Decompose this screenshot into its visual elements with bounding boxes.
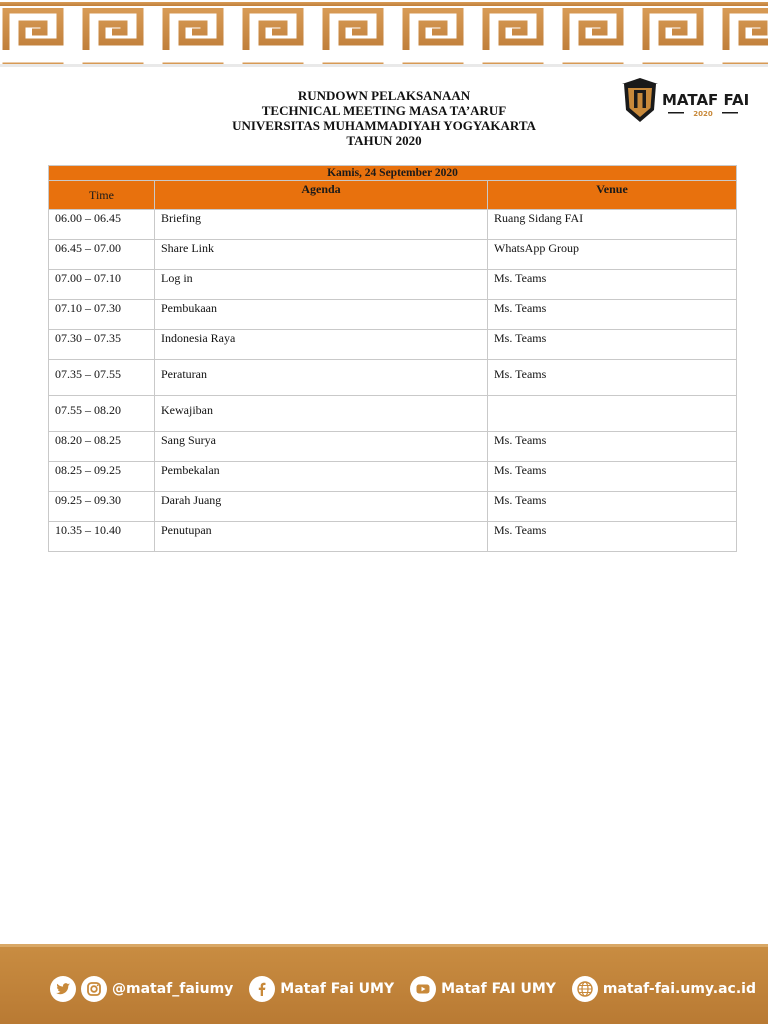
youtube-channel[interactable]: Mataf FAI UMY <box>441 981 556 997</box>
venue-cell: Ms. Teams <box>488 270 737 300</box>
time-cell: 08.25 – 09.25 <box>49 462 155 492</box>
agenda-cell: Share Link <box>155 240 488 270</box>
table-row <box>49 522 737 552</box>
rundown-table <box>48 165 737 552</box>
time-cell: 08.20 – 08.25 <box>49 432 155 462</box>
venue-cell: Ms. Teams <box>488 330 737 360</box>
venue-cell: Ms. Teams <box>488 432 737 462</box>
agenda-cell: Pembukaan <box>155 300 488 330</box>
time-cell: 07.00 – 07.10 <box>49 270 155 300</box>
table-row <box>49 210 737 240</box>
agenda-cell: Darah Juang <box>155 492 488 522</box>
column-header-row <box>49 181 737 210</box>
date-header-row <box>49 166 737 181</box>
title-line-2: TECHNICAL MEETING MASA TA’ARUF <box>261 103 507 118</box>
top-greek-key-border <box>0 0 768 70</box>
logo-year: 2020 <box>693 110 713 118</box>
agenda-cell: Penutupan <box>155 522 488 552</box>
agenda-cell: Briefing <box>155 210 488 240</box>
venue-cell: WhatsApp Group <box>488 240 737 270</box>
column-header-venue: Venue <box>488 181 737 210</box>
table-row <box>49 432 737 462</box>
time-cell: 07.35 – 07.55 <box>49 360 155 396</box>
table-row <box>49 240 737 270</box>
time-cell: 06.45 – 07.00 <box>49 240 155 270</box>
venue-cell: Ms. Teams <box>488 462 737 492</box>
time-cell: 07.30 – 07.35 <box>49 330 155 360</box>
time-cell: 10.35 – 10.40 <box>49 522 155 552</box>
agenda-cell: Indonesia Raya <box>155 330 488 360</box>
logo-wordmark: MATAF FAI <box>662 91 750 109</box>
table-row <box>49 270 737 300</box>
table-row <box>49 360 737 396</box>
facebook-page[interactable]: Mataf Fai UMY <box>280 981 395 997</box>
globe-icon[interactable] <box>572 976 598 1002</box>
table-row <box>49 396 737 432</box>
title-line-1: RUNDOWN PELAKSANAAN <box>297 88 471 103</box>
time-cell: 06.00 – 06.45 <box>49 210 155 240</box>
table-row <box>49 300 737 330</box>
venue-cell: Ms. Teams <box>488 492 737 522</box>
column-header-agenda: Agenda <box>155 181 488 210</box>
mataf-fai-logo <box>620 76 750 128</box>
agenda-cell: Sang Surya <box>155 432 488 462</box>
twitter-icon[interactable] <box>50 976 76 1002</box>
agenda-cell: Kewajiban <box>155 396 488 432</box>
table-row <box>49 462 737 492</box>
title-line-4: TAHUN 2020 <box>346 133 422 148</box>
schedule-date: Kamis, 24 September 2020 <box>49 166 737 181</box>
youtube-icon[interactable] <box>410 976 436 1002</box>
venue-cell: Ms. Teams <box>488 522 737 552</box>
venue-cell: Ruang Sidang FAI <box>488 210 737 240</box>
time-cell: 09.25 – 09.30 <box>49 492 155 522</box>
facebook-icon[interactable] <box>249 976 275 1002</box>
agenda-cell: Peraturan <box>155 360 488 396</box>
agenda-cell: Pembekalan <box>155 462 488 492</box>
time-cell: 07.10 – 07.30 <box>49 300 155 330</box>
venue-cell: Ms. Teams <box>488 300 737 330</box>
venue-cell <box>488 396 737 432</box>
title-line-3: UNIVERSITAS MUHAMMADIYAH YOGYAKARTA <box>232 118 536 133</box>
table-row <box>49 330 737 360</box>
table-row <box>49 492 737 522</box>
time-cell: 07.55 – 08.20 <box>49 396 155 432</box>
document-title <box>150 88 618 148</box>
instagram-icon[interactable] <box>81 976 107 1002</box>
column-header-time: Time <box>49 181 155 210</box>
instagram-handle[interactable]: @mataf_faiumy <box>112 981 234 997</box>
footer-social-links <box>50 974 768 1004</box>
agenda-cell: Log in <box>155 270 488 300</box>
venue-cell: Ms. Teams <box>488 360 737 396</box>
website-link[interactable]: mataf-fai.umy.ac.id <box>602 981 756 997</box>
